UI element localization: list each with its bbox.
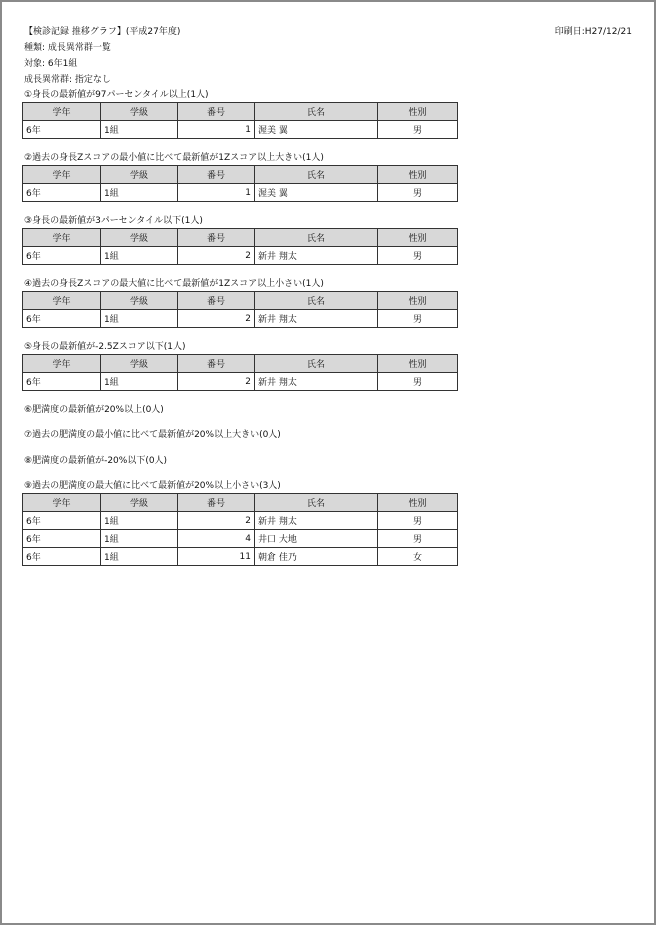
- student-table: [22, 165, 458, 202]
- class-cell: 1組: [101, 512, 178, 530]
- name-cell: 新井 翔太: [255, 310, 378, 328]
- report-target: 対象: 6年1組: [24, 59, 78, 69]
- table-header-row: [23, 292, 458, 310]
- name-cell: 渥美 翼: [255, 121, 378, 139]
- number-header: 番号: [178, 355, 255, 373]
- class-cell: 1組: [101, 184, 178, 202]
- table-header-row: [23, 229, 458, 247]
- sex-header: 性別: [378, 103, 458, 121]
- section-title: ①身長の最新値が97パーセンタイル以上(1人): [24, 90, 209, 100]
- number-header: 番号: [178, 166, 255, 184]
- section-title: ②過去の身長Zスコアの最小値に比べて最新値が1Zスコア以上大きい(1人): [24, 153, 324, 163]
- table-header-row: [23, 166, 458, 184]
- name-cell: 新井 翔太: [255, 247, 378, 265]
- class-header: 学級: [101, 166, 178, 184]
- number-cell: 2: [178, 247, 255, 265]
- class-cell: 1組: [101, 247, 178, 265]
- number-cell: 2: [178, 373, 255, 391]
- number-header: 番号: [178, 292, 255, 310]
- student-table: [22, 493, 458, 566]
- section-title: ⑤身長の最新値が-2.5Zスコア以下(1人): [24, 342, 186, 352]
- grade-cell: 6年: [23, 247, 101, 265]
- sex-header: 性別: [378, 355, 458, 373]
- criteria-section: [22, 152, 462, 202]
- class-header: 学級: [101, 229, 178, 247]
- number-header: 番号: [178, 103, 255, 121]
- student-table: [22, 291, 458, 328]
- class-cell: 1組: [101, 548, 178, 566]
- sex-header: 性別: [378, 166, 458, 184]
- grade-cell: 6年: [23, 184, 101, 202]
- criteria-section: [22, 429, 462, 441]
- number-cell: 11: [178, 548, 255, 566]
- student-table: [22, 228, 458, 265]
- section-title: ④過去の身長Zスコアの最大値に比べて最新値が1Zスコア以上小さい(1人): [24, 279, 324, 289]
- number-cell: 2: [178, 310, 255, 328]
- table-header-row: [23, 103, 458, 121]
- criteria-section: [22, 278, 462, 328]
- sex-cell: 男: [378, 247, 458, 265]
- grade-cell: 6年: [23, 310, 101, 328]
- sex-cell: 女: [378, 548, 458, 566]
- name-header: 氏名: [255, 494, 378, 512]
- class-cell: 1組: [101, 530, 178, 548]
- name-header: 氏名: [255, 292, 378, 310]
- grade-cell: 6年: [23, 548, 101, 566]
- table-row: [23, 247, 458, 265]
- table-row: [23, 121, 458, 139]
- class-header: 学級: [101, 103, 178, 121]
- criteria-section: [22, 455, 462, 467]
- name-header: 氏名: [255, 103, 378, 121]
- grade-header: 学年: [23, 103, 101, 121]
- grade-header: 学年: [23, 494, 101, 512]
- table-row: [23, 530, 458, 548]
- name-header: 氏名: [255, 355, 378, 373]
- criteria-section: [22, 215, 462, 265]
- class-cell: 1組: [101, 310, 178, 328]
- name-header: 氏名: [255, 229, 378, 247]
- name-header: 氏名: [255, 166, 378, 184]
- grade-cell: 6年: [23, 373, 101, 391]
- number-header: 番号: [178, 494, 255, 512]
- sex-cell: 男: [378, 512, 458, 530]
- class-header: 学級: [101, 494, 178, 512]
- sex-cell: 男: [378, 310, 458, 328]
- grade-cell: 6年: [23, 121, 101, 139]
- number-cell: 1: [178, 184, 255, 202]
- grade-header: 学年: [23, 355, 101, 373]
- sex-header: 性別: [378, 292, 458, 310]
- student-table: [22, 102, 458, 139]
- table-header-row: [23, 494, 458, 512]
- sex-cell: 男: [378, 530, 458, 548]
- table-header-row: [23, 355, 458, 373]
- criteria-section: [22, 404, 462, 416]
- number-cell: 4: [178, 530, 255, 548]
- class-header: 学級: [101, 355, 178, 373]
- table-row: [23, 548, 458, 566]
- student-table: [22, 354, 458, 391]
- criteria-section: [22, 480, 462, 566]
- name-cell: 新井 翔太: [255, 373, 378, 391]
- class-header: 学級: [101, 292, 178, 310]
- table-row: [23, 184, 458, 202]
- sex-cell: 男: [378, 373, 458, 391]
- report-group: 成長異常群: 指定なし: [24, 75, 111, 85]
- section-title: ⑥肥満度の最新値が20%以上(0人): [24, 405, 164, 415]
- section-title: ⑨過去の肥満度の最大値に比べて最新値が20%以上小さい(3人): [24, 481, 281, 491]
- grade-header: 学年: [23, 292, 101, 310]
- name-cell: 新井 翔太: [255, 512, 378, 530]
- number-cell: 2: [178, 512, 255, 530]
- table-row: [23, 310, 458, 328]
- name-cell: 渥美 翼: [255, 184, 378, 202]
- name-cell: 井口 大地: [255, 530, 378, 548]
- number-cell: 1: [178, 121, 255, 139]
- print-date: 印刷日:H27/12/21: [554, 27, 632, 37]
- report-title: 【検診記録 推移グラフ】(平成27年度): [24, 27, 181, 37]
- table-row: [23, 373, 458, 391]
- class-cell: 1組: [101, 121, 178, 139]
- grade-header: 学年: [23, 166, 101, 184]
- report-type: 種類: 成長異常群一覧: [24, 43, 111, 53]
- grade-header: 学年: [23, 229, 101, 247]
- sex-header: 性別: [378, 229, 458, 247]
- grade-cell: 6年: [23, 530, 101, 548]
- sex-header: 性別: [378, 494, 458, 512]
- number-header: 番号: [178, 229, 255, 247]
- criteria-section: [22, 341, 462, 391]
- section-title: ⑧肥満度の最新値が-20%以下(0人): [24, 456, 168, 466]
- criteria-section: [22, 89, 462, 139]
- sex-cell: 男: [378, 184, 458, 202]
- section-title: ③身長の最新値が3パーセンタイル以下(1人): [24, 216, 203, 226]
- name-cell: 朝倉 佳乃: [255, 548, 378, 566]
- table-row: [23, 512, 458, 530]
- section-title: ⑦過去の肥満度の最小値に比べて最新値が20%以上大きい(0人): [24, 430, 281, 440]
- sex-cell: 男: [378, 121, 458, 139]
- class-cell: 1組: [101, 373, 178, 391]
- grade-cell: 6年: [23, 512, 101, 530]
